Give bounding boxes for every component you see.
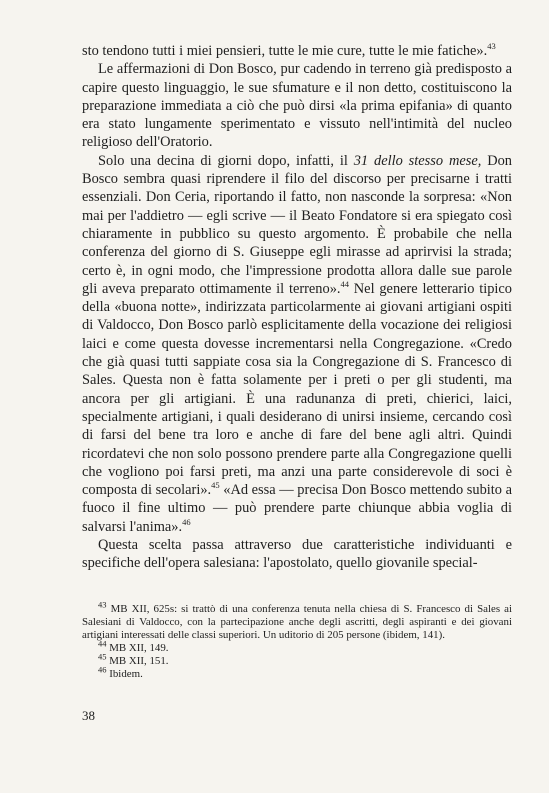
footnotes (82, 599, 512, 682)
footnote-ref[interactable]: 44 (340, 279, 349, 290)
footnote-text: MB XII, 625s: si trattò di una conferenza tenuta nella chiesa di S. Francesco di Sales ai Salesiani di Valdocco, con la partecipazione anche degli ascritti, degli aspiranti e dei giovani artigiani interessati delle classi superiori. Un uditorio di 205 persone (ibidem, 141). (82, 603, 512, 642)
paragraph-text: sto tendono tutti i miei pensieri, tutte le mie cure, tutte le mie fatiche». (82, 43, 488, 59)
italic-date: 31 dello stesso mese, (353, 152, 482, 169)
footnote-ref[interactable]: 43 (487, 41, 496, 52)
paragraph-text: Don Bosco sembra quasi riprendere il filo del discorso per precisarne i tratti essenziali. Don Ceria, riportando il fatto, non nasconde la sorpresa: «Non mai per l'addietro — egli scrive — il Beato Fondatore si era spiegato così chiaramente in pubblico su questo argomento. È probabile che nella conferenza del giorno di S. Giuseppe egli mirasse ad aprirvisi la strada; certo è, in ogni modo, che l'impressione prodotta allora dalle sue parole gli aveva preparato ottimamente il terreno». (82, 152, 512, 297)
footnote-text: MB XII, 151. (106, 655, 169, 668)
footnote-43 (82, 599, 512, 642)
footnote-46 (82, 664, 512, 681)
main-text (82, 42, 512, 573)
paragraph-4: Questa scelta passa attraverso due caratteristiche individuanti e specifiche dell'opera salesiana: l'apostolato, quello giovanile special- (82, 537, 512, 572)
paragraph-text: Solo una decina di giorni dopo, infatti, il (98, 152, 354, 169)
footnote-text: MB XII, 149. (106, 642, 169, 655)
paragraph-text: «Ad essa — precisa Don Bosco mettendo subito a fuoco il fine ultimo — può prendere parte chiunque abbia voglia di salvarsi l'anima». (82, 482, 513, 535)
footnote-45 (82, 651, 512, 668)
footnote-number: 45 (98, 651, 107, 662)
paragraph-text: Nel genere letterario tipico della «buona notte», indirizzata particolarmente ai giovani artigiani ospiti di Valdocco, Don Bosco parlò esplicitamente della vocazione dei religiosi laici e come questa dovesse incrementarsi nella Congregazione. «Credo che già quasi tutti sappiate cosa sia la Congregazione di S. Francesco di Sales. Questa non è fatta solamente per i preti o per gli studenti, ma ancora per gli artigiani. È una radunanza di preti, chierici, laici, specialmente artigiani, i quali desiderano di unirsi insieme, cercando così di farsi del bene tra loro e anche di fare del bene agli altri. Quindi ricordatevi che non solo possono prendere parte alla Congregazione quelli che vogliono poi farsi preti, ma anzi una parte considerevole di soci è composta di secolari». (82, 280, 512, 499)
footnote-text: Ibidem. (106, 668, 143, 681)
footnote-number: 46 (98, 664, 107, 675)
paragraph-1 (82, 42, 512, 60)
paragraph-3 (82, 152, 512, 536)
paragraph-2: Le affermazioni di Don Bosco, pur cadendo in terreno già predisposto a capire questo linguaggio, le sue sfumature e il non detto, costituiscono la preparazione immediata a ciò che può dirsi «la prima epifania» di quanto era stato lungamente sperimentato e vissuto nell'intimità del nucleo religioso dell'Oratorio. (82, 61, 512, 151)
footnote-ref[interactable]: 46 (182, 516, 191, 527)
footnote-ref[interactable]: 45 (211, 480, 220, 491)
footnote-number: 43 (98, 599, 107, 610)
page-number: 38 (82, 708, 95, 723)
footnote-44 (82, 638, 512, 655)
footnote-number: 44 (98, 638, 107, 649)
